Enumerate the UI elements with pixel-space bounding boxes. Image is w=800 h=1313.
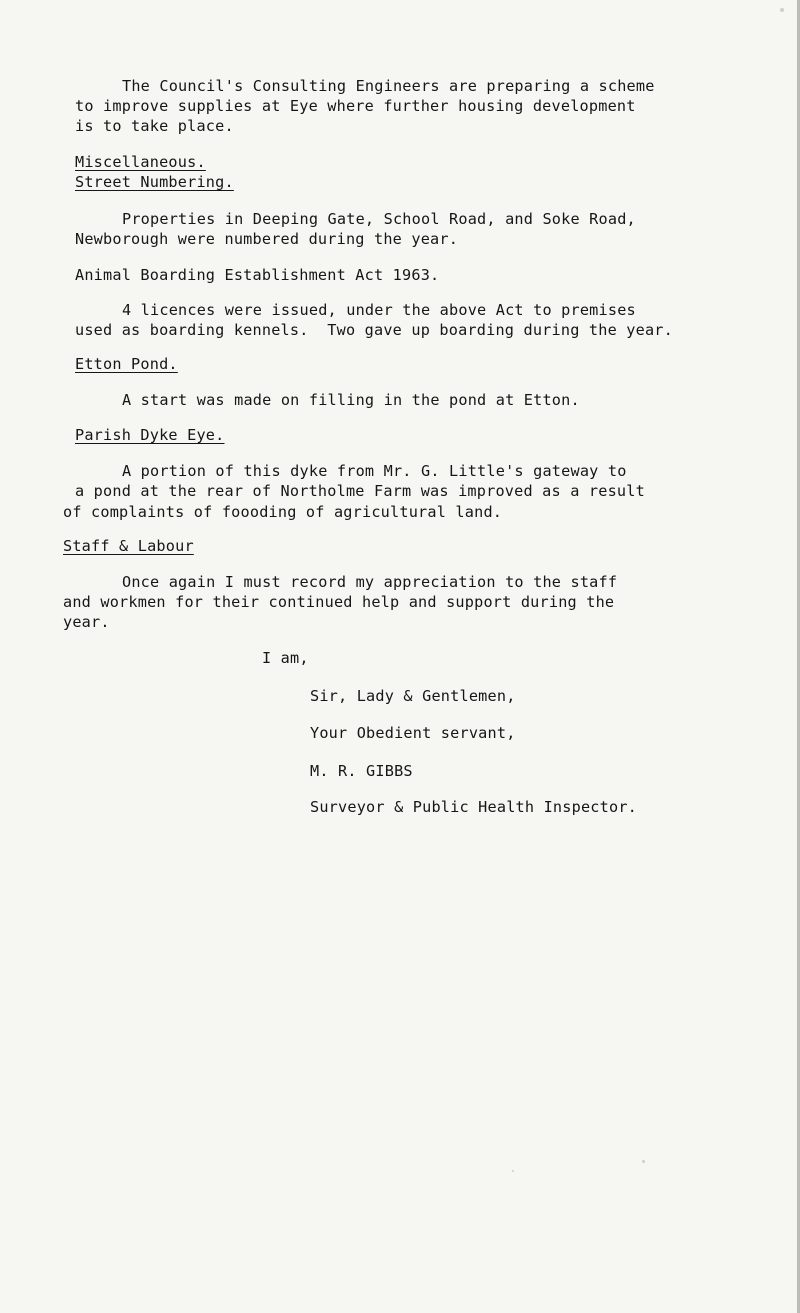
street-numbering-line-1: Properties in Deeping Gate, School Road, and Soke Road,: [122, 210, 636, 228]
closing-salutation: Sir, Lady & Gentlemen,: [310, 687, 516, 705]
signatory-title: Surveyor & Public Health Inspector.: [310, 798, 638, 816]
animal-boarding-heading: Animal Boarding Establishment Act 1963.: [75, 266, 440, 284]
parish-dyke-line-2: a pond at the rear of Northolme Farm was improved as a result: [75, 482, 645, 500]
animal-boarding-line-1: 4 licences were issued, under the above Act to premises: [122, 301, 636, 319]
scan-speck: [512, 1170, 514, 1172]
parish-dyke-heading: Parish Dyke Eye.: [75, 426, 225, 444]
closing-i-am: I am,: [262, 649, 309, 667]
scan-speck: [642, 1160, 645, 1163]
staff-line-1: Once again I must record my appreciation to the staff: [122, 573, 618, 591]
etton-pond-heading: Etton Pond.: [75, 355, 178, 373]
street-numbering-heading: Street Numbering.: [75, 173, 234, 191]
staff-heading: Staff & Labour: [63, 537, 194, 555]
staff-line-2: and workmen for their continued help and support during the: [63, 593, 615, 611]
intro-line-2: to improve supplies at Eye where further housing development: [75, 97, 636, 115]
miscellaneous-heading: Miscellaneous.: [75, 153, 206, 171]
parish-dyke-line-1: A portion of this dyke from Mr. G. Little's gateway to: [122, 462, 627, 480]
street-numbering-line-2: Newborough were numbered during the year.: [75, 230, 459, 248]
parish-dyke-line-3: of complaints of foooding of agricultural land.: [63, 503, 503, 521]
scan-speck: [780, 8, 784, 12]
etton-pond-line-1: A start was made on filling in the pond at Etton.: [122, 391, 580, 409]
animal-boarding-line-2: used as boarding kennels. Two gave up boarding during the year.: [75, 321, 673, 339]
intro-line-1: The Council's Consulting Engineers are preparing a scheme: [122, 77, 655, 95]
intro-line-3: is to take place.: [75, 117, 234, 135]
closing-obedient-servant: Your Obedient servant,: [310, 724, 516, 742]
signatory-name: M. R. GIBBS: [310, 762, 413, 780]
staff-line-3: year.: [63, 613, 110, 631]
